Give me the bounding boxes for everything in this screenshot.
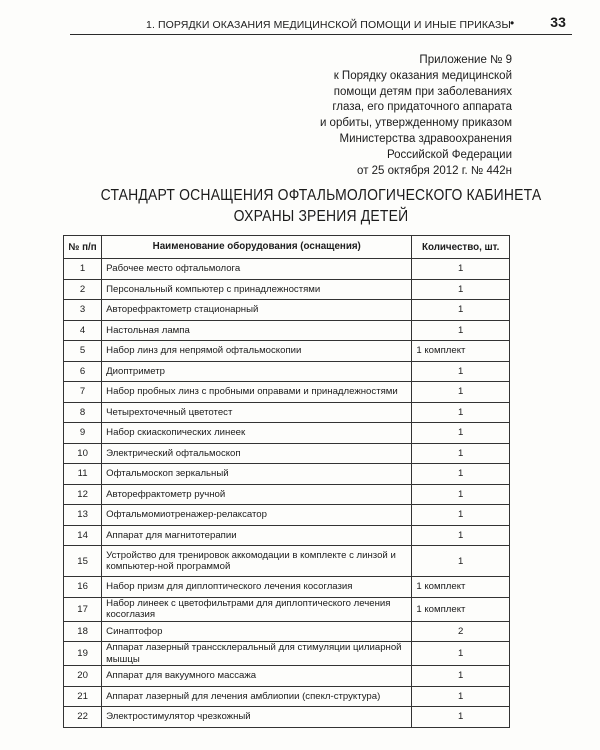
row-name: Офтальмоскоп зеркальный bbox=[102, 464, 412, 485]
row-name: Электрический офтальмоскоп bbox=[102, 443, 412, 464]
table-row bbox=[64, 361, 510, 382]
row-num: 1 bbox=[64, 259, 102, 280]
table-row bbox=[64, 707, 510, 728]
appendix-line: Министерства здравоохранения bbox=[339, 132, 512, 145]
table-row bbox=[64, 666, 510, 687]
row-num: 12 bbox=[64, 484, 102, 505]
row-qty: 1 bbox=[412, 707, 510, 728]
appendix-line: и орбиты, утвержденному приказом bbox=[319, 117, 512, 130]
row-qty: 1 bbox=[412, 546, 510, 577]
title-line: СТАНДАРТ ОСНАЩЕНИЯ ОФТАЛЬМОЛОГИЧЕСКОГО КАБИНЕТА bbox=[100, 187, 542, 204]
table-row bbox=[64, 320, 510, 341]
table-row bbox=[64, 300, 510, 321]
row-name: Четырехточечный цветотест bbox=[102, 402, 412, 423]
appendix-line: Приложение № 9 bbox=[419, 54, 512, 66]
row-num: 7 bbox=[64, 382, 102, 403]
table-row bbox=[64, 279, 510, 300]
header-name: Наименование оборудования (оснащения) bbox=[102, 236, 412, 259]
row-qty: 1 bbox=[412, 686, 510, 707]
row-name: Авторефрактометр ручной bbox=[102, 484, 412, 505]
table-row bbox=[64, 597, 510, 621]
row-name: Авторефрактометр стационарный bbox=[102, 300, 412, 321]
row-name: Офтальмомиотренажер-релаксатор bbox=[102, 505, 412, 526]
row-name: Устройство для тренировок аккомодации в комплекте с линзой и компьютер-ной программой bbox=[102, 546, 412, 577]
row-num: 15 bbox=[64, 546, 102, 577]
row-name: Набор линеек с цветофильтрами для диплоптического лечения косоглазия bbox=[102, 597, 412, 621]
table-row bbox=[64, 505, 510, 526]
row-qty: 1 bbox=[412, 484, 510, 505]
table-row bbox=[64, 464, 510, 485]
row-num: 14 bbox=[64, 525, 102, 546]
table-row bbox=[64, 423, 510, 444]
appendix-note bbox=[172, 53, 512, 179]
header-bullet: • bbox=[510, 16, 515, 30]
page-number: 33 bbox=[550, 14, 566, 30]
row-qty: 1 bbox=[412, 505, 510, 526]
row-qty: 1 bbox=[412, 361, 510, 382]
row-qty: 1 bbox=[412, 320, 510, 341]
row-num: 2 bbox=[64, 279, 102, 300]
row-num: 13 bbox=[64, 505, 102, 526]
row-qty: 1 bbox=[412, 423, 510, 444]
row-name: Электростимулятор чрезкожный bbox=[102, 707, 412, 728]
row-name: Диоптриметр bbox=[102, 361, 412, 382]
row-qty: 1 bbox=[412, 402, 510, 423]
table-row bbox=[64, 402, 510, 423]
table-row bbox=[64, 546, 510, 577]
row-qty: 1 bbox=[412, 382, 510, 403]
row-qty: 1 комплект bbox=[412, 577, 510, 598]
running-title: 1. ПОРЯДКИ ОКАЗАНИЯ МЕДИЦИНСКОЙ ПОМОЩИ И ИНЫЕ ПРИКАЗЫ bbox=[146, 19, 511, 31]
table-row bbox=[64, 577, 510, 598]
table-row bbox=[64, 686, 510, 707]
row-qty: 1 bbox=[412, 443, 510, 464]
row-name: Аппарат для магнитотерапии bbox=[102, 525, 412, 546]
row-name: Набор линз для непрямой офтальмоскопии bbox=[102, 341, 412, 362]
appendix-line: к Порядку оказания медицинской bbox=[333, 69, 512, 82]
row-qty: 1 bbox=[412, 279, 510, 300]
table-row bbox=[64, 525, 510, 546]
row-qty: 1 bbox=[412, 525, 510, 546]
appendix-line: Российской Федерации bbox=[386, 148, 512, 161]
row-qty: 1 bbox=[412, 300, 510, 321]
row-name: Аппарат для вакуумного массажа bbox=[102, 666, 412, 687]
appendix-line: помощи детям при заболеваниях bbox=[333, 85, 512, 98]
document-title bbox=[95, 185, 547, 227]
row-num: 10 bbox=[64, 443, 102, 464]
row-num: 21 bbox=[64, 686, 102, 707]
row-name: Набор призм для диплоптического лечения косоглазия bbox=[102, 577, 412, 598]
header-num: № п/п bbox=[64, 236, 102, 259]
row-num: 3 bbox=[64, 300, 102, 321]
appendix-line: от 25 октября 2012 г. № 442н bbox=[357, 164, 512, 177]
row-num: 22 bbox=[64, 707, 102, 728]
row-name: Аппарат лазерный для лечения амблиопии (спекл-структура) bbox=[102, 686, 412, 707]
row-num: 6 bbox=[64, 361, 102, 382]
row-num: 20 bbox=[64, 666, 102, 687]
table-row bbox=[64, 443, 510, 464]
table-header-row bbox=[64, 236, 510, 259]
table-row bbox=[64, 341, 510, 362]
appendix-line: глаза, его придаточного аппарата bbox=[332, 101, 512, 114]
title-line: ОХРАНЫ ЗРЕНИЯ ДЕТЕЙ bbox=[233, 208, 409, 225]
row-name: Набор скиаскопических линеек bbox=[102, 423, 412, 444]
equipment-table bbox=[63, 235, 510, 728]
table-row bbox=[64, 382, 510, 403]
row-name: Синаптофор bbox=[102, 621, 412, 642]
running-header bbox=[70, 12, 572, 35]
row-num: 5 bbox=[64, 341, 102, 362]
row-num: 11 bbox=[64, 464, 102, 485]
row-name: Рабочее место офтальмолога bbox=[102, 259, 412, 280]
row-num: 19 bbox=[64, 642, 102, 666]
row-num: 16 bbox=[64, 577, 102, 598]
row-num: 4 bbox=[64, 320, 102, 341]
table-row bbox=[64, 259, 510, 280]
row-qty: 1 комплект bbox=[412, 341, 510, 362]
table-row bbox=[64, 484, 510, 505]
row-num: 17 bbox=[64, 597, 102, 621]
table-body bbox=[64, 259, 510, 728]
row-num: 9 bbox=[64, 423, 102, 444]
row-qty: 1 bbox=[412, 666, 510, 687]
row-name: Аппарат лазерный транссклеральный для стимуляции цилиарной мышцы bbox=[102, 642, 412, 666]
header-qty: Количество, шт. bbox=[412, 236, 510, 259]
row-name: Персональный компьютер с принадлежностями bbox=[102, 279, 412, 300]
row-name: Настольная лампа bbox=[102, 320, 412, 341]
table-row bbox=[64, 621, 510, 642]
row-name: Набор пробных линз с пробными оправами и принадлежностями bbox=[102, 382, 412, 403]
row-qty: 1 комплект bbox=[412, 597, 510, 621]
row-num: 8 bbox=[64, 402, 102, 423]
row-qty: 1 bbox=[412, 464, 510, 485]
row-qty: 1 bbox=[412, 642, 510, 666]
table-row bbox=[64, 642, 510, 666]
row-qty: 1 bbox=[412, 259, 510, 280]
row-qty: 2 bbox=[412, 621, 510, 642]
row-num: 18 bbox=[64, 621, 102, 642]
